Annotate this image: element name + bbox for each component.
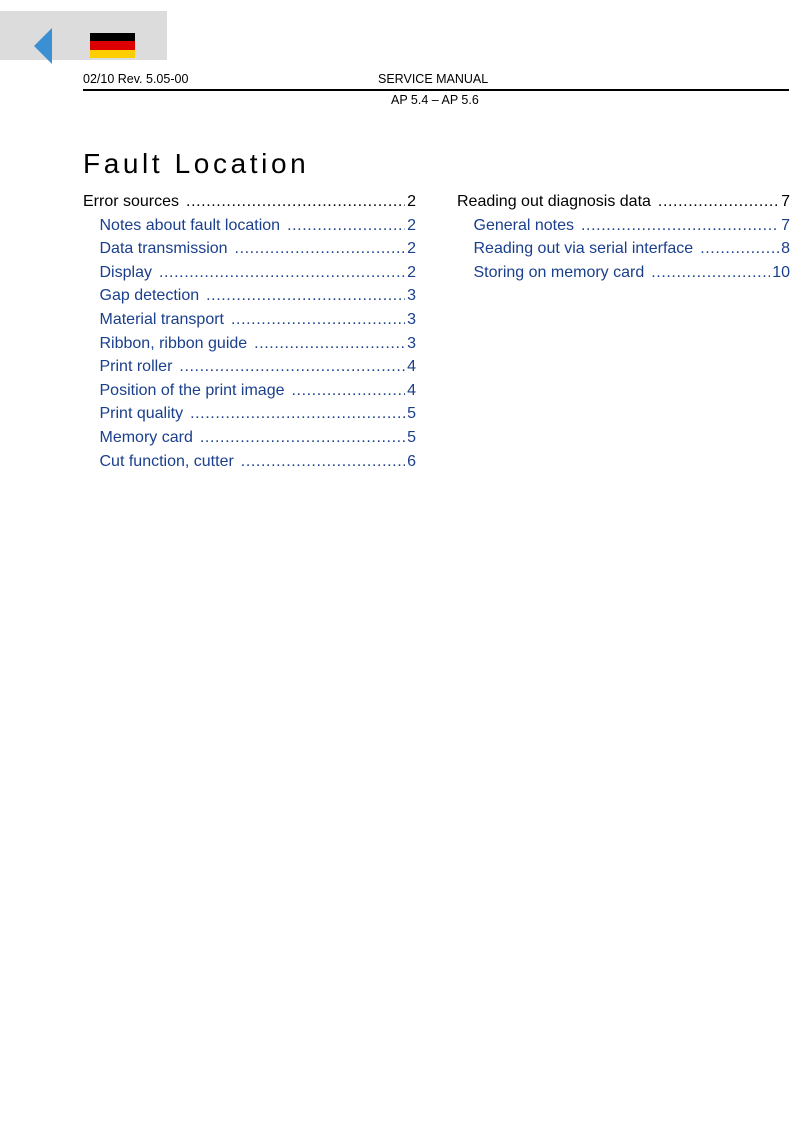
toc-right-column bbox=[457, 190, 790, 284]
toc-entry-label: Gap detection bbox=[99, 287, 200, 305]
toc-entry-label: Print roller bbox=[99, 358, 173, 376]
toc-link[interactable] bbox=[83, 379, 416, 403]
toc-leader-dots bbox=[651, 261, 770, 285]
toc-entry-label: Notes about fault location bbox=[99, 216, 281, 234]
back-arrow-icon[interactable] bbox=[34, 28, 52, 64]
toc-page-number: 3 bbox=[407, 287, 416, 305]
toc-leader-dots bbox=[159, 261, 405, 285]
toc-entry-label: Ribbon, ribbon guide bbox=[99, 334, 248, 352]
toc-link[interactable] bbox=[83, 426, 416, 450]
toc-page-number: 3 bbox=[407, 334, 416, 352]
toc-leader-dots bbox=[241, 450, 405, 474]
toc-link[interactable] bbox=[83, 450, 416, 474]
toc-link[interactable] bbox=[83, 214, 416, 238]
toc-entry-label: Reading out via serial interface bbox=[473, 240, 694, 258]
toc-page-number: 8 bbox=[781, 240, 790, 258]
header-rule bbox=[83, 89, 789, 91]
toc-link[interactable] bbox=[83, 284, 416, 308]
toc-link[interactable] bbox=[83, 332, 416, 356]
toc-page-number: 5 bbox=[407, 428, 416, 446]
nav-bar bbox=[0, 11, 167, 60]
toc-leader-dots bbox=[287, 214, 405, 238]
toc-leader-dots bbox=[254, 332, 405, 356]
toc-page-number: 2 bbox=[407, 216, 416, 234]
toc-entry-label: Position of the print image bbox=[99, 381, 285, 399]
toc-leader-dots bbox=[190, 402, 405, 426]
toc-link[interactable] bbox=[83, 402, 416, 426]
toc-leader-dots bbox=[700, 237, 779, 261]
toc-link[interactable] bbox=[83, 237, 416, 261]
toc-leader-dots bbox=[200, 426, 405, 450]
toc-section-heading bbox=[457, 190, 790, 214]
toc-entry-label: General notes bbox=[473, 216, 575, 234]
toc-page-number: 7 bbox=[781, 216, 790, 234]
toc-page-number: 2 bbox=[407, 240, 416, 258]
toc-leader-dots bbox=[206, 284, 405, 308]
toc-entry-label: Memory card bbox=[99, 428, 193, 446]
toc-left-column bbox=[83, 190, 416, 473]
toc-link[interactable] bbox=[457, 214, 790, 238]
toc-page-number: 7 bbox=[781, 193, 790, 210]
toc-entry-label: Display bbox=[99, 263, 152, 281]
doc-revision: 02/10 Rev. 5.05-00 bbox=[83, 72, 189, 86]
toc-page-number: 4 bbox=[407, 381, 416, 399]
toc-page-number: 10 bbox=[772, 263, 790, 281]
toc-link[interactable] bbox=[457, 261, 790, 285]
toc-link[interactable] bbox=[457, 237, 790, 261]
manual-title: SERVICE MANUAL bbox=[378, 72, 489, 86]
toc-page-number: 2 bbox=[407, 193, 416, 210]
toc-page-number: 4 bbox=[407, 358, 416, 376]
toc-entry-label: Error sources bbox=[83, 193, 180, 210]
german-flag-icon[interactable] bbox=[90, 33, 135, 58]
toc-section-heading bbox=[83, 190, 416, 214]
page-title: Fault Location bbox=[83, 148, 310, 179]
toc-entry-label: Storing on memory card bbox=[473, 263, 645, 281]
toc-leader-dots bbox=[581, 214, 779, 238]
toc-page-number: 5 bbox=[407, 405, 416, 423]
model-range: AP 5.4 – AP 5.6 bbox=[391, 93, 479, 107]
toc-leader-dots bbox=[179, 355, 405, 379]
toc-entry-label: Material transport bbox=[99, 310, 224, 328]
toc-page-number: 6 bbox=[407, 452, 416, 470]
toc-leader-dots bbox=[186, 190, 405, 214]
toc-leader-dots bbox=[235, 237, 406, 261]
toc-entry-label: Print quality bbox=[99, 405, 184, 423]
toc-entry-label: Reading out diagnosis data bbox=[457, 193, 651, 210]
toc-leader-dots bbox=[658, 190, 779, 214]
toc-entry-label: Data transmission bbox=[99, 240, 228, 258]
toc-entry-label: Cut function, cutter bbox=[99, 452, 234, 470]
toc-page-number: 2 bbox=[407, 263, 416, 281]
toc-page-number: 3 bbox=[407, 310, 416, 328]
toc-link[interactable] bbox=[83, 308, 416, 332]
toc-link[interactable] bbox=[83, 355, 416, 379]
toc-leader-dots bbox=[292, 379, 406, 403]
toc-leader-dots bbox=[231, 308, 405, 332]
toc-link[interactable] bbox=[83, 261, 416, 285]
